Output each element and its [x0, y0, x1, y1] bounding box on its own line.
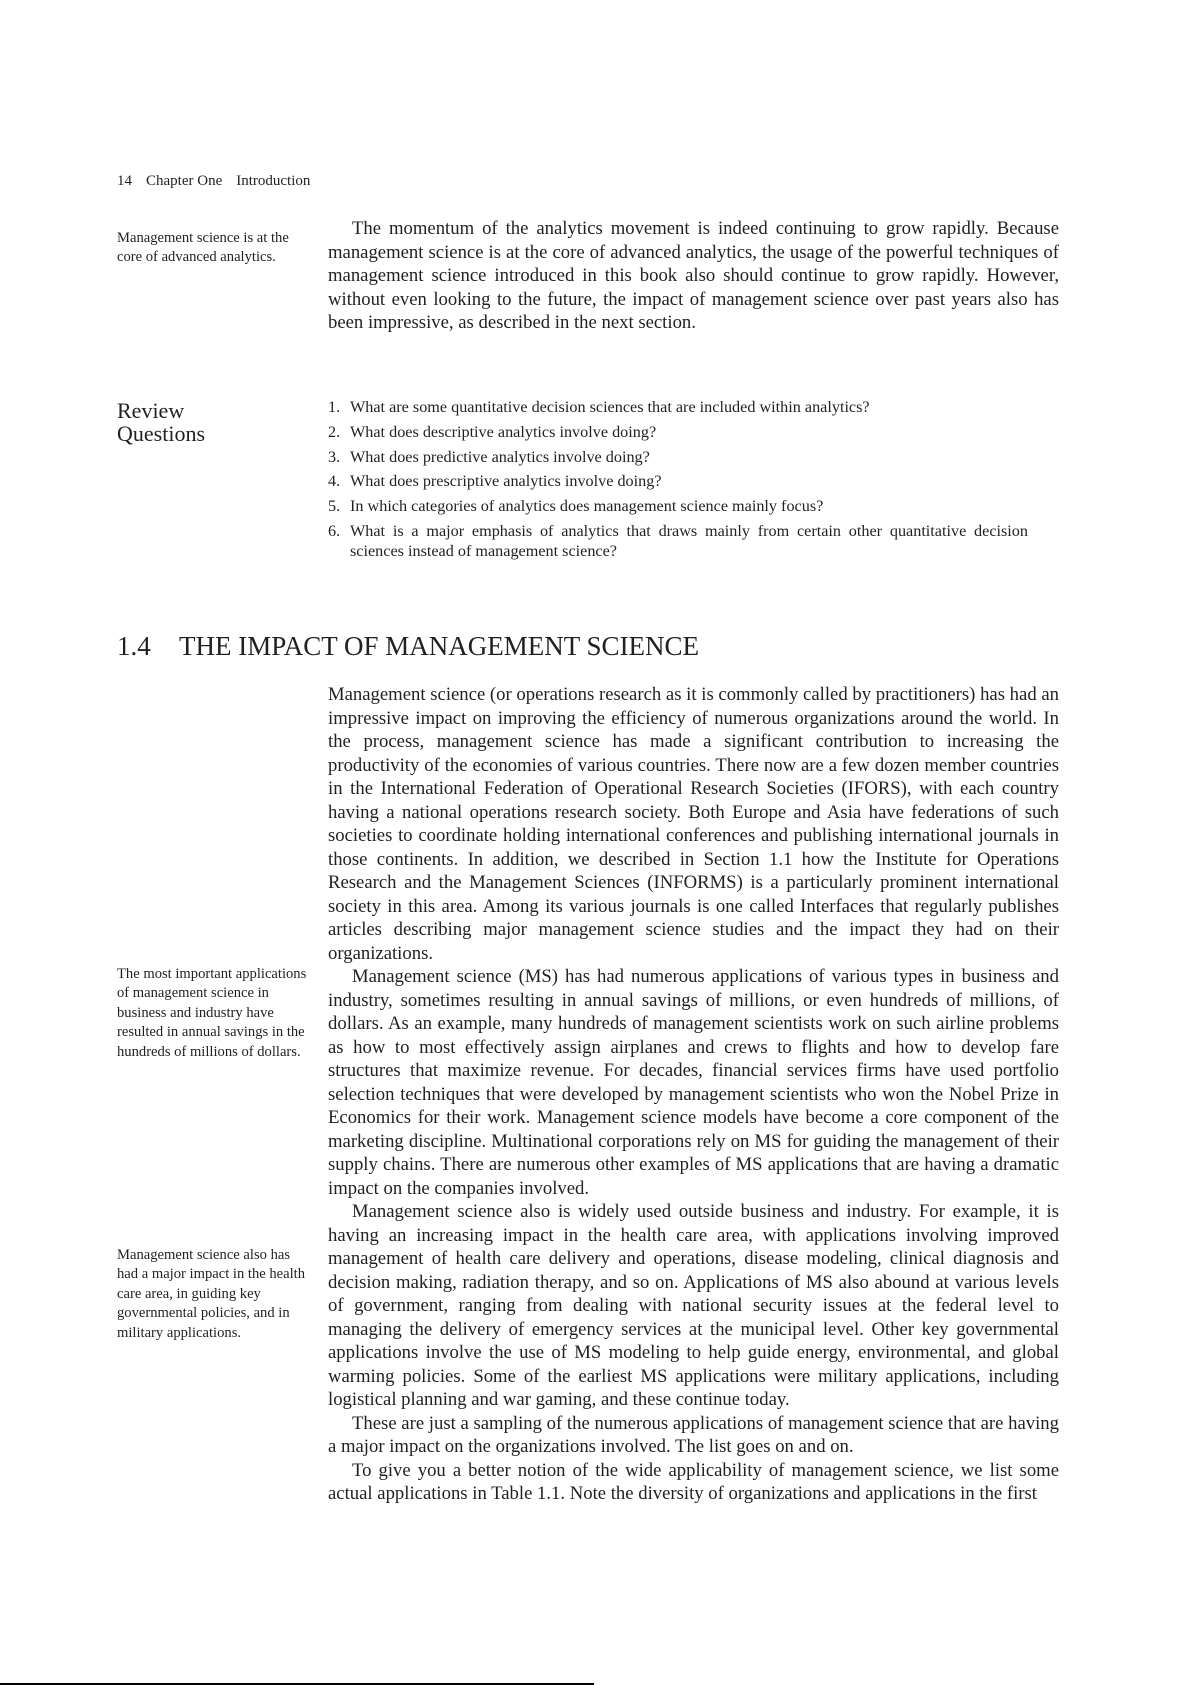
review-question: 2. What does descriptive analytics involve doing? [328, 422, 657, 441]
margin-note-business-savings: The most important applications of management science in business and industry have resulted in annual savings in the hundreds of millions of dollars. [117, 966, 307, 1060]
section-paragraph: These are just a sampling of the numerous applications of management science that are having a major impact on the organizations involved. The list goes on and on. [328, 1412, 1059, 1457]
section-heading [117, 630, 699, 662]
running-head [117, 172, 324, 190]
review-question: 4. What does prescriptive analytics involve doing? [328, 472, 662, 491]
review-question: 3. What does predictive analytics involve doing? [328, 447, 650, 466]
section-number: 1.4 [117, 631, 151, 661]
section-body [328, 683, 1059, 1506]
chapter-title: Introduction [236, 173, 311, 189]
margin-note-analytics-core: Management science is at the core of advanced analytics. [117, 230, 289, 266]
review-title-line2: Questions [117, 421, 205, 446]
section-paragraph: To give you a better notion of the wide applicability of management science, we list some actual applications in Table 1.1. Note the diversity of organizations and applications in the first [328, 1459, 1059, 1504]
review-question: 1. What are some quantitative decision sciences that are included within analytics? [328, 398, 870, 416]
review-question: 5. In which categories of analytics does management science mainly focus? [328, 497, 824, 516]
intro-text [328, 217, 1059, 335]
page-number: 14 [117, 173, 132, 189]
review-title-line1: Review [117, 398, 185, 423]
review-question: 6. What is a major emphasis of analytics that draws mainly from certain other quantitative decision sciences instead of management science? [328, 521, 1028, 560]
margin-note-health-government: Management science also has had a major impact in the health care area, in guiding key governmental policies, and in military applications. [117, 1247, 306, 1341]
review-questions-list [328, 397, 1028, 566]
section-paragraph: Management science (MS) has had numerous applications of various types in business and industry, sometimes resulting in annual savings of millions, or even hundreds of millions, of dollars. As an example, many hundreds of management scientists work on such airline problems as how to most effectively assign airplanes and crews to flights and how to develop fare structures that maximize revenue. For decades, financial services firms have used portfolio selection techniques that were developed by management scientists who won the Nobel Prize in Economics for their work. Management science models have become a core component of the marketing discipline. Multinational corporations rely on MS for guiding the management of their supply chains. There are numerous other examples of MS applications that are having a dramatic impact on the companies involved. [328, 966, 1059, 1199]
review-questions-title [117, 399, 205, 445]
section-title: THE IMPACT OF MANAGEMENT SCIENCE [179, 631, 700, 661]
section-paragraph: Management science also is widely used outside business and industry. For example, it is having an increasing impact in the health care area, with applications involving improved management of health care delivery and operations, disease modeling, clinical diagnosis and decision making, radiation therapy, and so on. Applications of MS also abound at various levels of government, ranging from dealing with national security issues at the federal level to managing the delivery of emergency services at the municipal level. Other key governmental applications involve the use of MS modeling to help guide energy, environmental, and global warming policies. Some of the earliest MS applications were military applications, including logistical planning and war gaming, and these continue today. [328, 1201, 1059, 1410]
intro-paragraph: The momentum of the analytics movement is indeed continuing to grow rapidly. Because management science is at the core of advanced analytics, the usage of the powerful techniques of management science introduced in this book also should continue to grow rapidly. However, without even looking to the future, the impact of management science over past years also has been impressive, as described in the next section. [328, 218, 1059, 333]
section-paragraph: Management science (or operations research as it is commonly called by practitioners) has had an impressive impact on improving the efficiency of numerous organizations around the world. In the process, management science has made a significant contribution to increasing the productivity of the economies of various countries. There now are a few dozen member countries in the International Federation of Operational Research Societies (IFORS), with each country having a national operations research society. Both Europe and Asia have federations of such societies to coordinate holding international conferences and publishing international journals in those continents. In addition, we described in Section 1.1 how the Institute for Operations Research and the Management Sciences (INFORMS) is a particularly prominent international society in this area. Among its various journals is one called Interfaces that regularly publishes articles describing major management science studies and the impact they had on their organizations. [328, 684, 1059, 964]
chapter-label: Chapter One [146, 173, 223, 189]
